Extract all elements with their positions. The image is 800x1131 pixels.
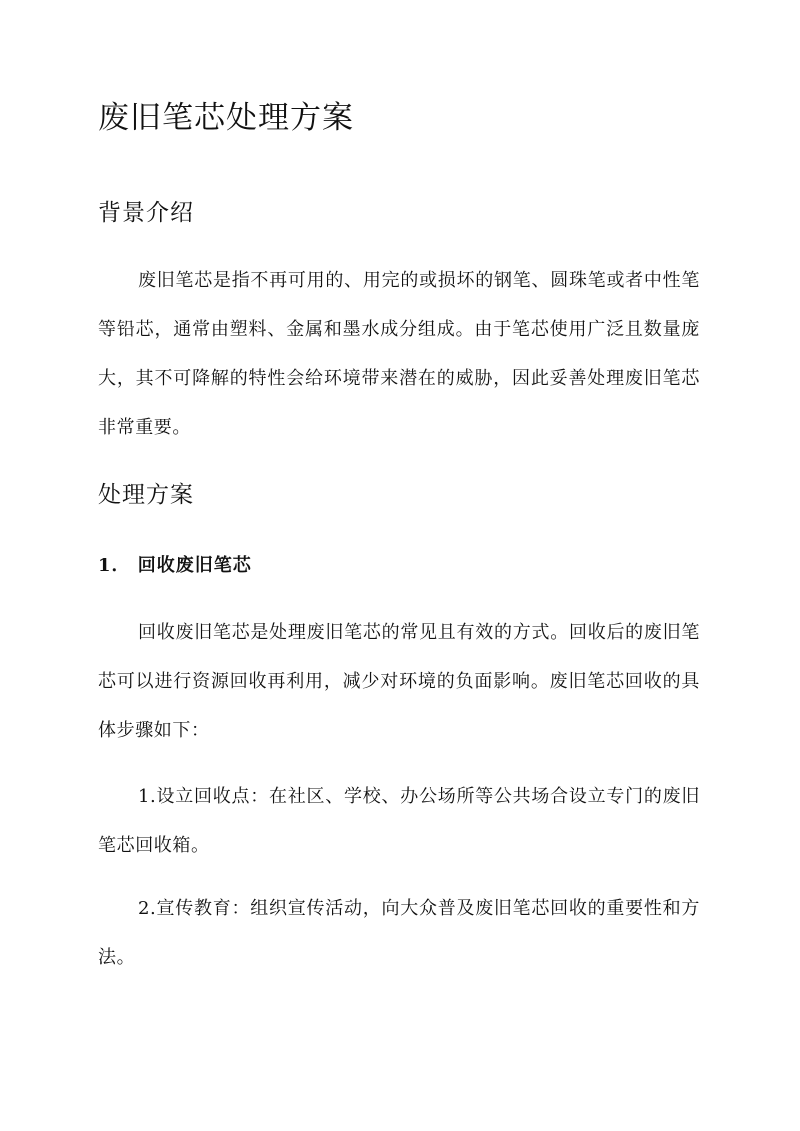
section-heading-plan: 处理方案 <box>98 482 194 508</box>
section-heading-background: 背景介绍 <box>98 200 194 226</box>
subheading-recycle: 1． 回收废旧笔芯 <box>98 555 252 576</box>
recycle-paragraph: 回收废旧笔芯是处理废旧笔芯的常见且有效的方式。回收后的废旧笔芯可以进行资源回收再利用，减少对环境的负面影响。废旧笔芯回收的具体步骤如下： <box>98 622 700 741</box>
step-item-2: 2.宣传教育：组织宣传活动，向大众普及废旧笔芯回收的重要性和方法。 <box>98 898 700 968</box>
step-item-1: 1.设立回收点：在社区、学校、办公场所等公共场合设立专门的废旧笔芯回收箱。 <box>98 786 700 856</box>
document-title: 废旧笔芯处理方案 <box>98 100 354 136</box>
background-paragraph: 废旧笔芯是指不再可用的、用完的或损坏的钢笔、圆珠笔或者中性笔等铅芯，通常由塑料、金属和墨水成分组成。由于笔芯使用广泛且数量庞大，其不可降解的特性会给环境带来潜在的威胁，因此妥善处理废旧笔芯非常重要。 <box>98 270 700 438</box>
